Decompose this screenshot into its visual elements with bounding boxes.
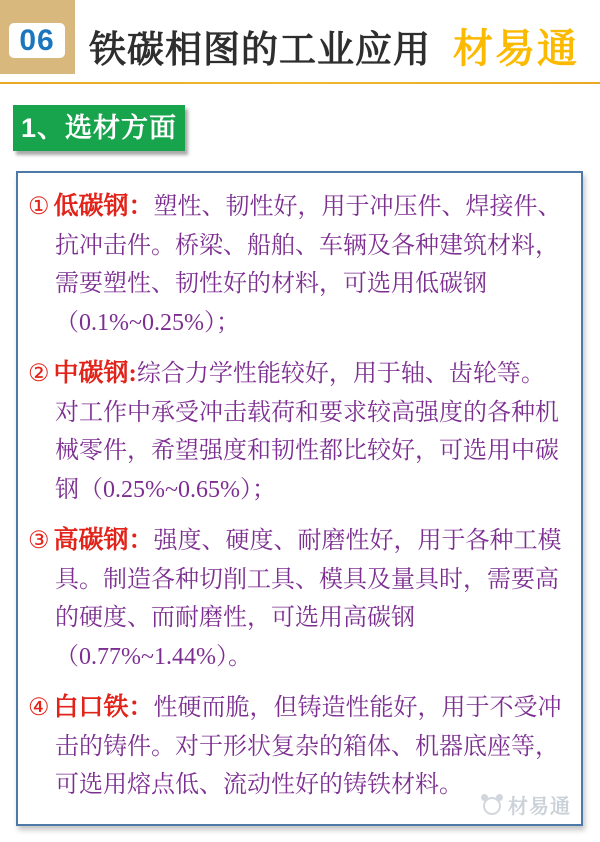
module-number-plate [9,23,65,58]
item-text: 塑性、韧性好，用于冲压件、焊接件、 抗冲击件。桥梁、船舶、车辆及各种建筑材料， 需要塑性、韧性好的材料，可选用低碳钢 （0.1%~0.25%）； [55,194,562,336]
item-list [18,188,573,805]
content-box [16,171,583,826]
item-text: 强度、硬度、耐磨性好，用于各种工模 具。制造各种切削工具、模具及量具时，需要高 的硬度、而耐磨性，可选用高碳钢 （0.77%~1.44%）。 [55,528,562,670]
content-item [18,689,573,805]
content-item [18,355,573,509]
item-label: 高碳钢： [53,527,154,554]
header-divider [0,82,600,84]
item-number: ④ [28,695,50,721]
item-label: 中碳钢: [53,360,137,387]
brand-logo-text: 材易通 [453,27,579,71]
item-label: 白口铁： [53,694,154,721]
page-title: 铁碳相图的工业应用 [89,29,431,70]
item-label: 低碳钢： [53,193,154,220]
watermark [479,790,571,819]
watermark-text: 材易通 [508,796,571,818]
item-number: ① [28,194,50,220]
item-number: ③ [28,528,50,554]
item-text: 性硬而脆，但铸造性能好，用于不受冲 击的铸件。对于形状复杂的箱体、机器底座等， 可选用熔点低、流动性好的铸铁材料。 [55,695,562,798]
item-text: 综合力学性能较好，用于轴、齿轮等。 对工作中承受冲击载荷和要求较高强度的各种机 械零件，希望强度和韧性都比较好，可选用中碳 钢（0.25%~0.65%）； [55,361,559,503]
content-item [18,188,573,342]
module-number-box [0,0,75,74]
content-item [18,522,573,676]
watermark-panda-icon [479,794,503,816]
section-badge: 1、选材方面 [13,105,185,151]
module-number: 06 [19,23,55,57]
item-number: ② [28,361,50,387]
